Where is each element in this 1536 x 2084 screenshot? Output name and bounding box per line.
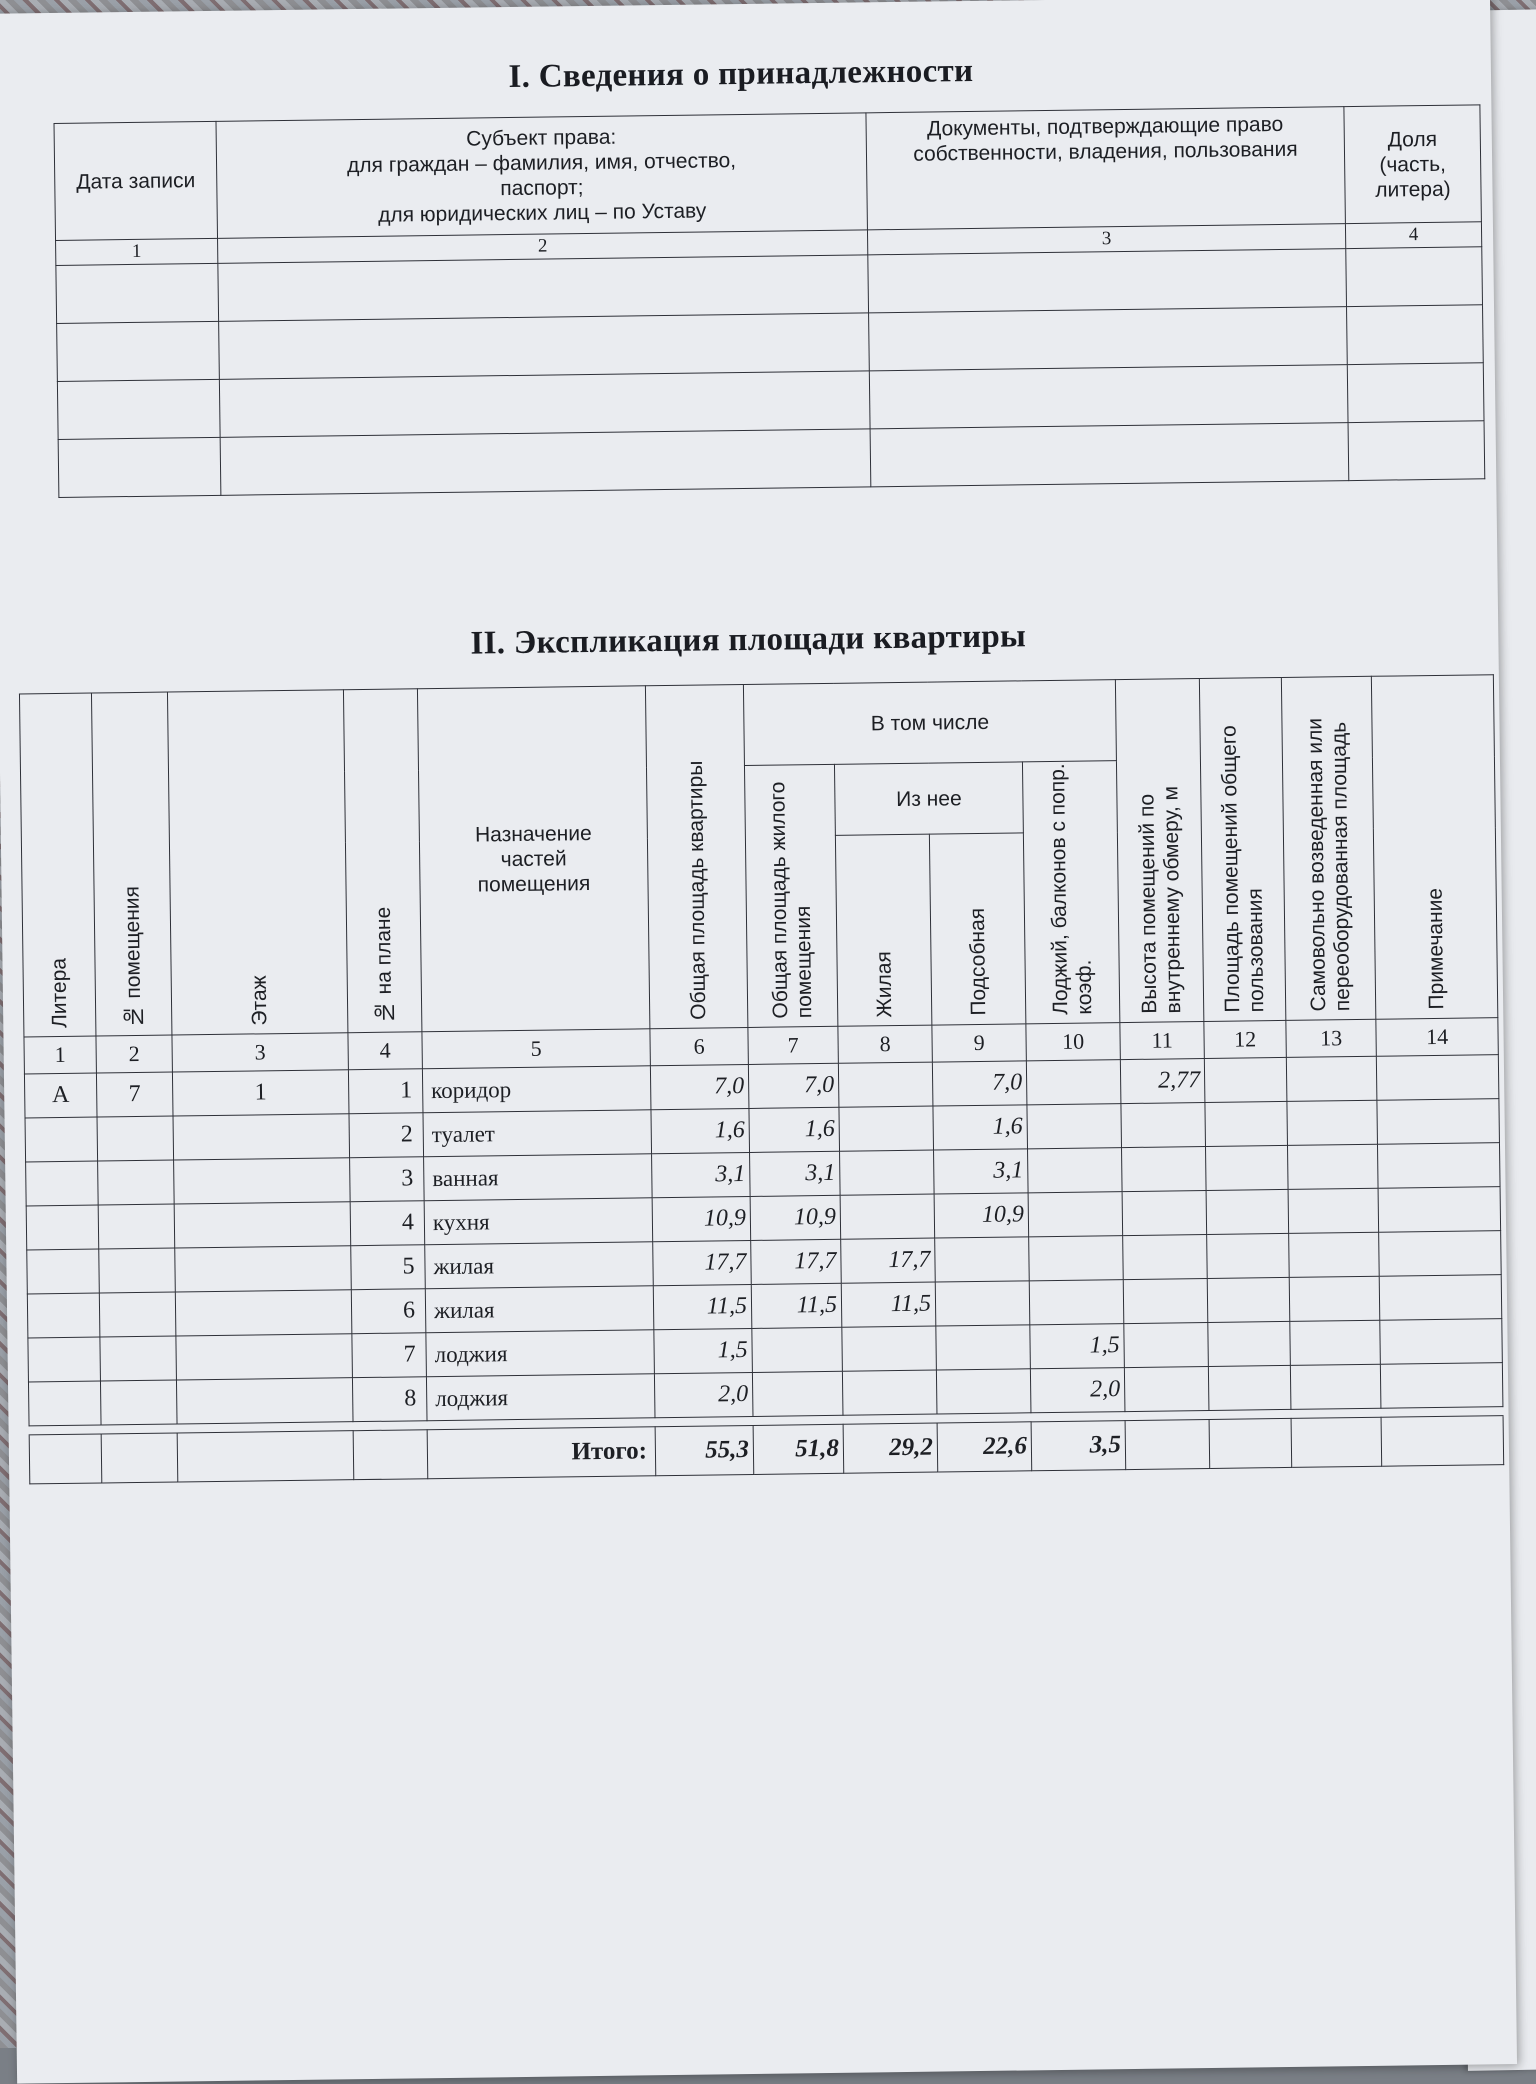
cell-aux [936,1369,1031,1414]
cell-plan: 2 [349,1113,424,1158]
cell-plan: 4 [350,1201,425,1246]
header-selfbuilt: Самовольно возведенная или переоборудованная площадь [1281,676,1375,1020]
cell-aux [936,1325,1031,1370]
header-documents: Документы, подтверждающие право собственности, владения, пользования [866,107,1345,230]
header-loggia: Лоджий, балконов с попр. коэф. [1022,761,1119,1024]
cell-floor [175,1246,352,1292]
section2-title: II. Экспликация площади квартиры [470,618,1027,662]
cell-room [100,1380,177,1425]
cell-litera [26,1161,99,1206]
header-common: Площадь помещений общего пользования [1199,677,1285,1021]
total-living: 29,2 [843,1423,938,1473]
header-note: Примечание [1371,675,1497,1020]
cell-litera [27,1293,100,1338]
cell-living [838,1062,933,1107]
col-number: 4 [1345,222,1481,249]
cell-loggia [1028,1192,1123,1237]
cell-height [1123,1234,1208,1279]
cell-room [98,1204,175,1249]
col-number: 9 [932,1024,1026,1062]
col-number: 14 [1376,1018,1498,1057]
cell-litera: А [24,1073,97,1118]
col-number: 1 [56,238,218,265]
cell-litera [28,1381,101,1426]
col-number: 13 [1286,1019,1376,1057]
cell-loggia [1028,1148,1123,1193]
cell-living-total [752,1327,843,1372]
cell-total: 7,0 [650,1064,749,1109]
cell-height [1121,1103,1206,1148]
header-total-area: Общая площадь квартиры [645,685,747,1029]
cell-loggia: 2,0 [1030,1368,1125,1413]
col-number: 3 [172,1033,348,1072]
header-height: Высота помещений по внутреннему обмеру, м [1115,679,1203,1023]
col-number: 6 [650,1027,748,1065]
cell-room [97,1116,174,1161]
header-litera: Литера [19,693,95,1037]
cell-room [100,1336,177,1381]
cell-floor [174,1158,351,1204]
cell-name: лоджия [426,1330,655,1377]
cell-living: 17,7 [841,1238,936,1283]
cell-aux [935,1237,1030,1282]
cell-plan: 8 [352,1377,427,1422]
col-number: 2 [218,230,868,264]
cell-height: 2,77 [1120,1059,1205,1104]
col-number: 5 [422,1029,650,1069]
cell-room [98,1160,175,1205]
cell-living [842,1370,937,1415]
col-number: 4 [348,1032,422,1070]
cell-plan: 6 [351,1289,426,1334]
cell-name: кухня [424,1198,653,1245]
cell-height [1124,1366,1209,1411]
cell-plan: 1 [348,1069,423,1114]
cell-name: жилая [425,1286,654,1333]
cell-height [1124,1322,1209,1367]
cell-living [842,1326,937,1371]
col-number: 12 [1204,1020,1286,1058]
cell-floor [174,1202,351,1248]
cell-total: 3,1 [652,1152,751,1197]
cell-floor: 1 [172,1070,349,1116]
cell-total: 1,6 [651,1108,750,1153]
cell-aux: 10,9 [934,1193,1029,1238]
header-living-total: Общая площадь жилого помещения [744,764,837,1027]
header-room-no: № помещения [91,692,171,1036]
header-plan-no: № на плане [343,689,421,1033]
cell-floor [173,1114,350,1160]
cell-total: 1,5 [654,1328,753,1373]
ownership-header-row [54,105,1481,241]
cell-room: 7 [96,1072,173,1117]
header-subject [216,113,867,238]
col-number: 8 [838,1025,932,1063]
header-living: Жилая [835,834,931,1026]
header-aux: Подсобная [929,833,1025,1025]
cell-living-total [752,1371,843,1416]
col-number: 7 [748,1026,838,1064]
cell-living-total: 7,0 [748,1063,839,1108]
total-area: 55,3 [655,1425,754,1475]
cell-living [839,1106,934,1151]
cell-living-total: 17,7 [751,1239,842,1284]
explication-header-row1 [19,675,1494,775]
explication-table [19,674,1504,1484]
cell-loggia [1026,1060,1121,1105]
header-floor: Этаж [167,690,347,1035]
cell-living-total: 1,6 [749,1107,840,1152]
col-number: 10 [1026,1023,1121,1061]
col-number: 1 [24,1036,96,1074]
header-subject-line3: для юридических лиц – по Уставу [377,199,707,227]
cell-name: жилая [425,1242,654,1289]
cell-aux: 7,0 [932,1061,1027,1106]
cell-room [99,1292,176,1337]
cell-litera [26,1205,99,1250]
cell-plan: 7 [352,1333,427,1378]
cell-height [1123,1278,1208,1323]
header-date: Дата записи [54,121,218,240]
ownership-table [53,104,1485,498]
header-subject-line1: Субъект права: [466,125,617,151]
cell-floor [176,1334,353,1380]
cell-loggia: 1,5 [1030,1324,1125,1369]
cell-litera [27,1249,100,1294]
cell-height [1122,1191,1207,1236]
cell-height [1122,1147,1207,1192]
cell-living-total: 11,5 [751,1283,842,1328]
total-living-total: 51,8 [753,1424,844,1474]
cell-total: 2,0 [654,1372,753,1417]
cell-loggia [1029,1280,1124,1325]
cell-aux [935,1281,1030,1326]
header-subject-line2: для граждан – фамилия, имя, отчество, паспорт; [346,149,737,201]
cell-living [840,1150,935,1195]
col-number: 3 [867,224,1345,255]
cell-room [99,1248,176,1293]
cell-aux: 3,1 [934,1149,1029,1194]
col-number: 11 [1120,1022,1204,1060]
cell-living [840,1194,935,1239]
cell-total: 10,9 [652,1196,751,1241]
cell-loggia [1027,1104,1122,1149]
cell-litera [28,1337,101,1382]
cell-living: 11,5 [841,1282,936,1327]
total-aux: 22,6 [937,1422,1032,1472]
header-incl: В том числе [743,680,1116,766]
cell-aux: 1,6 [933,1105,1028,1150]
col-number: 2 [96,1035,172,1073]
cell-floor [175,1290,352,1336]
cell-name: ванная [424,1154,653,1201]
cell-total: 11,5 [653,1284,752,1329]
totals-label: Итого: [427,1427,656,1479]
cell-total: 17,7 [653,1240,752,1285]
cell-living-total: 3,1 [750,1151,841,1196]
section1-title: I. Сведения о принадлежности [508,52,974,96]
cell-plan: 5 [351,1245,426,1290]
cell-loggia [1029,1236,1124,1281]
header-purpose: Назначение частей помещения [417,686,649,1032]
header-of-it: Из нее [834,762,1023,835]
cell-living-total: 10,9 [750,1195,841,1240]
cell-name: туалет [423,1110,652,1157]
header-share: Доля (часть, литера) [1344,105,1482,224]
cell-plan: 3 [350,1157,425,1202]
cell-litera [25,1117,98,1162]
total-loggia: 3,5 [1031,1421,1126,1471]
cell-name: коридор [422,1066,651,1113]
cell-floor [176,1378,353,1424]
cell-name: лоджия [426,1374,655,1421]
